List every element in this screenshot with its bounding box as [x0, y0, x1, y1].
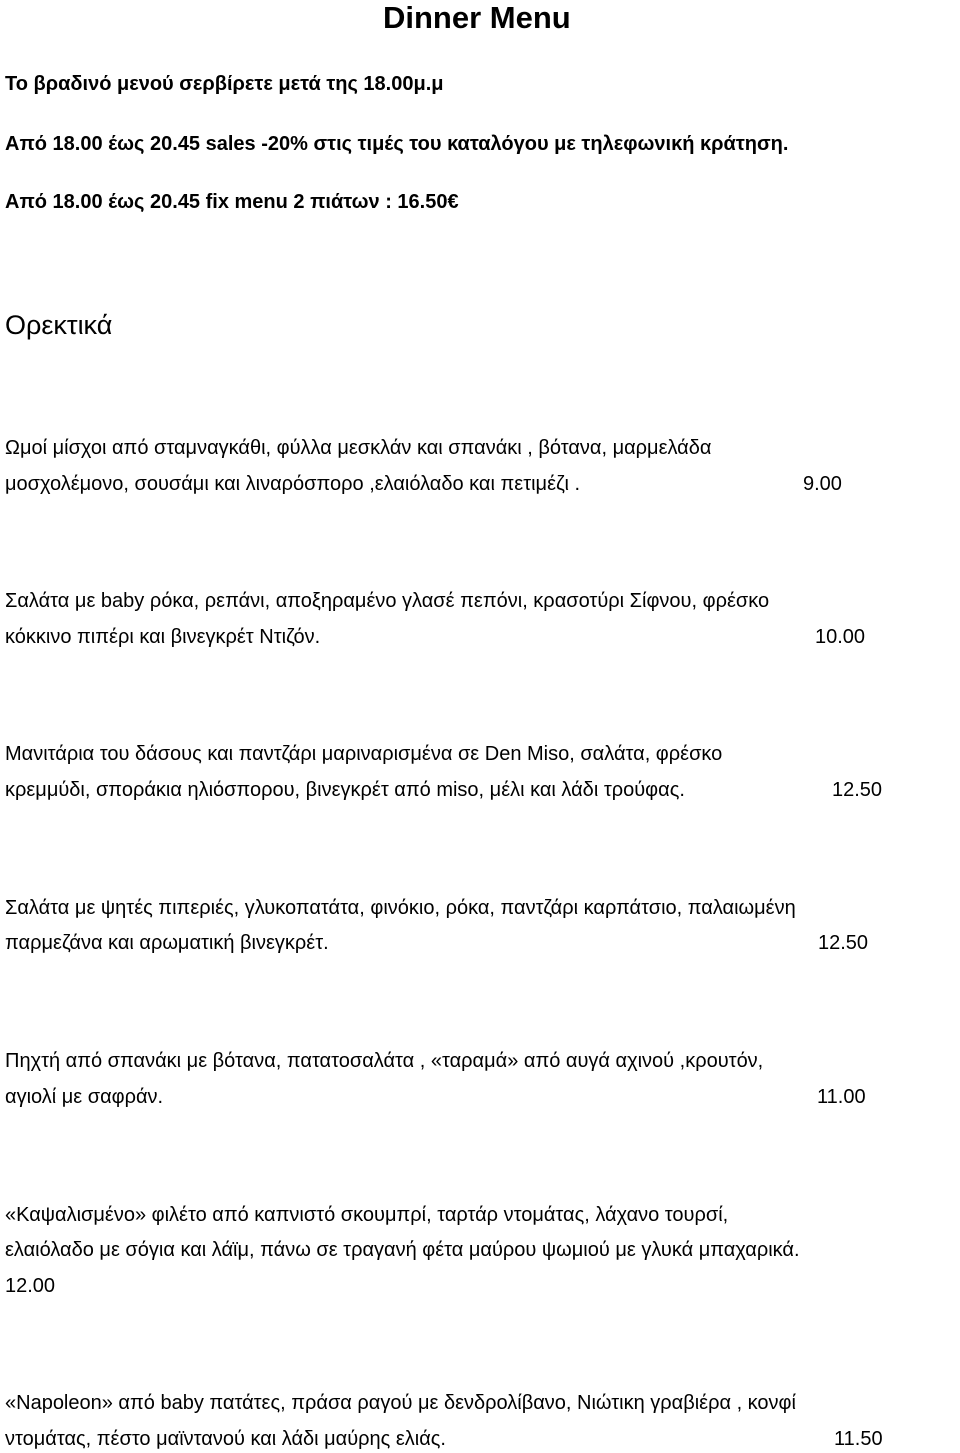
- dish-price: 11.50: [834, 1428, 883, 1450]
- dish-description-line: ντομάτας, πέστο μαϊντανού και λάδι μαύρης ελιάς.: [5, 1428, 446, 1450]
- dish-description-line: ελαιόλαδο με σόγια και λάϊμ, πάνω σε τραγανή φέτα μαύρου ψωμιού με γλυκά μπαχαρικά.: [5, 1239, 800, 1261]
- dish-price: 11.00: [817, 1086, 866, 1108]
- dish-description-line: κόκκινο πιπέρι και βινεγκρέτ Ντιζόν.: [5, 626, 321, 648]
- dish-description-line: μοσχολέμονο, σουσάμι και λιναρόσπορο ,ελαιόλαδο και πετιμέζι .: [5, 473, 581, 495]
- dish-description-line: Ωμοί μίσχοι από σταμναγκάθι, φύλλα μεσκλάν και σπανάκι , βότανα, μαρμελάδα: [5, 437, 712, 459]
- dish-description-line: Σαλάτα με baby ρόκα, ρεπάνι, αποξηραμένο γλασέ πεπόνι, κρασοτύρι Σίφνου, φρέσκο: [5, 590, 770, 612]
- dish-price: 12.00: [5, 1275, 56, 1297]
- dish-description-line: «Napoleon» από baby πατάτες, πράσα ραγού με δενδρολίβανο, Νιώτικη γραβιέρα , κονφί: [5, 1392, 796, 1414]
- dish-description-line: παρμεζάνα και αρωματική βινεγκρέτ.: [5, 932, 329, 954]
- sales-discount-note: Από 18.00 έως 20.45 sales -20% στις τιμές του καταλόγου με τηλεφωνική κράτηση.: [5, 133, 789, 155]
- dish-price: 12.50: [818, 932, 869, 954]
- dish-description-line: Πηχτή από σπανάκι με βότανα, πατατοσαλάτα , «ταραμά» από αυγά αχινού ,κρουτόν,: [5, 1050, 764, 1072]
- menu-title: Dinner Menu: [383, 0, 571, 35]
- dish-description-line: «Καψαλισμένο» φιλέτο από καπνιστό σκουμπρί, ταρτάρ ντομάτας, λάχανο τουρσί,: [5, 1204, 729, 1226]
- dish-price: 12.50: [832, 779, 883, 801]
- dish-price: 10.00: [815, 626, 866, 648]
- fix-menu-note: Από 18.00 έως 20.45 fix menu 2 πιάτων : 16.50€: [5, 191, 459, 213]
- section-title-appetizers: Ορεκτικά: [5, 310, 113, 340]
- dish-price: 9.00: [803, 473, 842, 495]
- dish-description-line: Μανιτάρια του δάσους και παντζάρι μαριναρισμένα σε Den Miso, σαλάτα, φρέσκο: [5, 743, 723, 765]
- dish-description-line: αγιολί με σαφράν.: [5, 1086, 164, 1108]
- serving-time-note: Το βραδινό μενού σερβίρετε μετά της 18.00μ.μ: [5, 73, 444, 95]
- dish-description-line: κρεμμύδι, σποράκια ηλιόσπορου, βινεγκρέτ από miso, μέλι και λάδι τρούφας.: [5, 779, 685, 801]
- dish-description-line: Σαλάτα με ψητές πιπεριές, γλυκοπατάτα, φινόκιο, ρόκα, παντζάρι καρπάτσιο, παλαιωμένη: [5, 897, 796, 919]
